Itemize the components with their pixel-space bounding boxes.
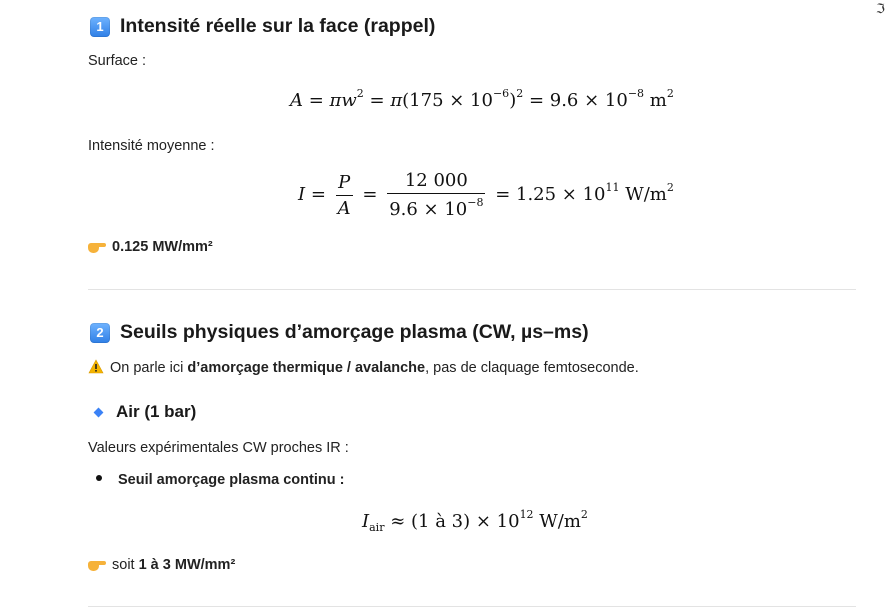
subsection-air-title: Air (1 bar) (116, 402, 197, 421)
keycap-2-icon: 2 (90, 323, 110, 343)
warning-icon (88, 359, 104, 374)
note-line (88, 359, 639, 376)
section-1-title: Intensité réelle sur la face (rappel) (120, 15, 436, 37)
intensity-label: Intensité moyenne : (88, 138, 215, 154)
blue-diamond-icon (94, 407, 104, 417)
values-intro: Valeurs expérimentales CW proches IR : (88, 440, 349, 456)
surface-label: Surface : (88, 53, 147, 69)
surface-equation: $A = \pi w^2 = \pi(175 \times 10^{-6})^2 = 9.6 \times 10^{-8}$ $m^2$ (290, 87, 674, 111)
intensity-result-value: 0.125 MW/mm² (112, 239, 213, 255)
keycap-1-icon: 1 (90, 17, 110, 37)
intensity-result (88, 239, 213, 255)
air-threshold-equation: $I_{air} \approx (1$ à $3) \times 10^{12}$ $W/m^2$ (362, 508, 588, 534)
air-result (88, 557, 235, 573)
pointing-hand-icon (88, 239, 106, 253)
bullet-dot (96, 475, 102, 481)
intensity-equation: I = $\frac{P}{A}$ = $\frac{12 000}{9.6 \times 10^{-8}}$ = $1.25 \times 10^{11}$ $W/m^2$ (298, 170, 674, 220)
note-bold: d’amorçage thermique / avalanche (187, 360, 426, 376)
pointing-hand-icon (88, 557, 106, 571)
bullet-item (96, 472, 344, 488)
section-1-heading (90, 15, 435, 38)
subsection-air-heading (95, 402, 196, 422)
section-divider-2 (88, 606, 856, 607)
air-result-value: 1 à 3 MW/mm² (138, 557, 236, 573)
note-suffix: , pas de claquage femtoseconde. (425, 360, 639, 376)
corner-glyph: ℑ (875, 2, 885, 17)
note-prefix: On parle ici (110, 360, 188, 376)
section-2-title: Seuils physiques d’amorçage plasma (CW, µs–ms) (120, 321, 589, 343)
section-2-heading (90, 321, 589, 344)
bullet-label: Seuil amorçage plasma continu : (118, 472, 345, 488)
air-result-prefix: soit (112, 557, 139, 573)
section-divider-1 (88, 289, 856, 290)
